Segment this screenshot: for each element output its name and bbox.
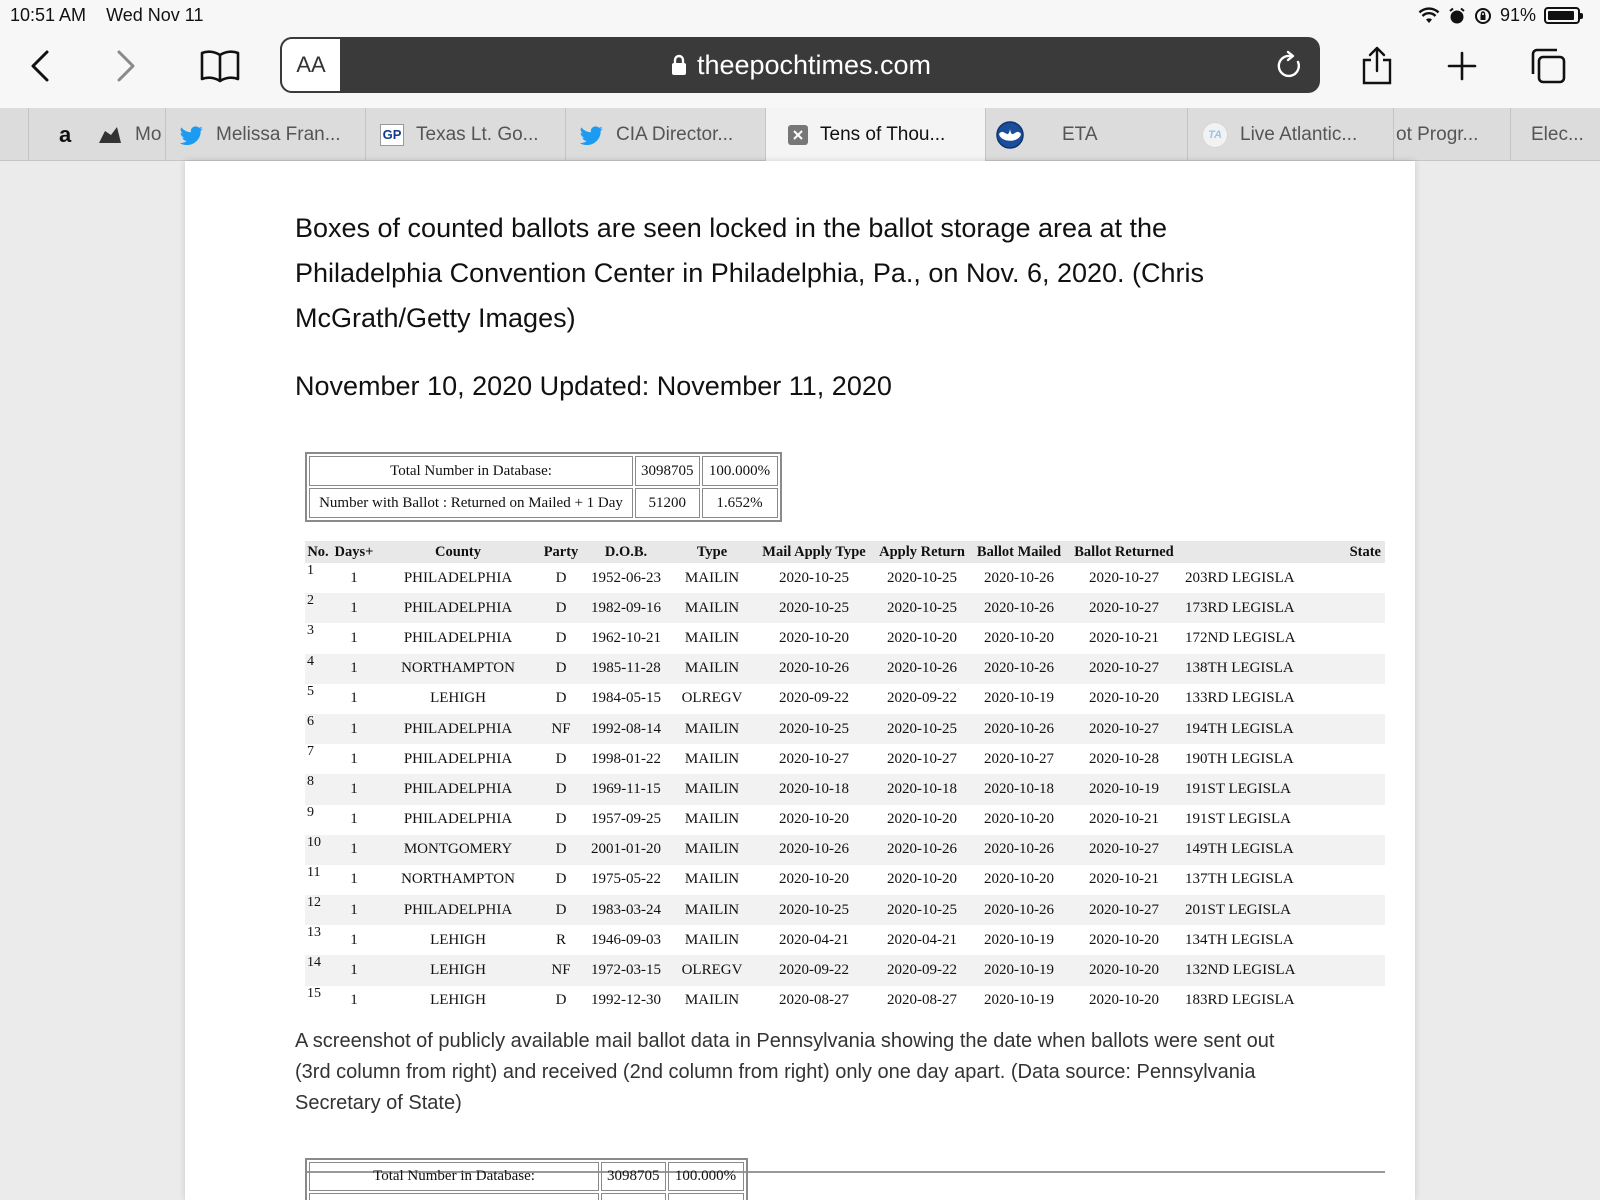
cell-ballot-returned: 2020-10-21 (1089, 629, 1159, 646)
cell-dob: 1946-09-03 (591, 931, 661, 948)
tab-label: Texas Lt. Go... (416, 123, 539, 145)
summary-row (309, 456, 778, 486)
cell-type: MAILIN (669, 835, 755, 865)
summary-count: 51200 (635, 488, 700, 518)
cell-days: 1 (350, 871, 358, 888)
summary-label: Total Number in Database: (309, 1162, 599, 1191)
photo-caption: Boxes of counted ballots are seen locked in the ballot storage area at the Philadelphia Convention Center in Philadelphia, Pa., on Nov. 6, 2020. (Chris McGrath/Getty Images) (295, 213, 1205, 333)
cell-county: PHILADELPHIA (377, 593, 539, 623)
battery-percent: 91% (1499, 5, 1536, 25)
cell-dob: 1957-09-25 (591, 811, 661, 828)
table-row (305, 623, 1385, 653)
cell-days: 1 (331, 714, 377, 744)
col-header-mail-apply-type: Mail Apply Type (755, 541, 873, 563)
cell-mail-apply-type: 2020-10-26 (755, 654, 873, 684)
summary-label: Total Number in Database: (309, 456, 633, 486)
col-header-type: Type (669, 541, 755, 563)
cell-apply-return: 2020-08-27 (887, 992, 957, 1009)
cell-state: 132ND LEGISLA (1181, 955, 1385, 985)
reader-options-button[interactable] (280, 37, 342, 93)
cell-mail-apply-type: 2020-10-25 (755, 895, 873, 925)
cell-no: 15 (307, 985, 321, 1001)
summary-row (309, 1193, 744, 1200)
cell-ballot-mailed: 2020-10-19 (984, 690, 1054, 707)
cell-apply-return: 2020-10-25 (887, 569, 957, 586)
tab-label: Tens of Thou... (820, 123, 946, 145)
cell-dob: 1982-09-16 (583, 593, 669, 623)
tab-bar (0, 108, 1600, 161)
summary-percent: 100.000% (668, 1162, 744, 1191)
cell-type: OLREGV (669, 955, 755, 985)
cell-dob: 1952-06-23 (591, 569, 661, 586)
table-row (305, 925, 1385, 955)
cell-party: D (539, 774, 583, 804)
tab-live-atlantic[interactable] (1187, 108, 1393, 161)
cell-state: 173RD LEGISLA (1181, 593, 1385, 623)
web-page (185, 161, 1415, 1200)
chevron-right-icon (115, 49, 137, 83)
cell-party: D (555, 569, 567, 586)
tab-cia[interactable] (565, 108, 765, 161)
cell-ballot-returned: 2020-10-20 (1089, 992, 1159, 1009)
cell-party: D (555, 690, 567, 707)
cell-state: 191ST LEGISLA (1185, 811, 1291, 828)
tab-elec[interactable] (1510, 108, 1600, 161)
status-time (10, 5, 203, 26)
summary-count: 3098705 (635, 456, 700, 486)
cell-type: MAILIN (669, 774, 755, 804)
cell-state: 194TH LEGISLA (1181, 714, 1385, 744)
table-row (305, 835, 1385, 865)
cell-apply-return: 2020-10-26 (873, 654, 971, 684)
cell-mail-apply-type: 2020-09-22 (755, 955, 873, 985)
cell-mail-apply-type: 2020-08-27 (779, 992, 849, 1009)
cell-county: MONTGOMERY (377, 835, 539, 865)
date-text: Wed Nov 11 (106, 5, 204, 25)
cell-days: 1 (350, 629, 358, 646)
cell-type: MAILIN (669, 654, 755, 684)
cell-ballot-returned: 2020-10-27 (1067, 714, 1181, 744)
table-row (305, 714, 1385, 744)
cell-ballot-mailed: 2020-10-20 (984, 871, 1054, 888)
summary-percent (668, 1193, 744, 1200)
cell-ballot-mailed: 2020-10-26 (971, 835, 1067, 865)
cell-apply-return: 2020-10-25 (873, 593, 971, 623)
cell-days: 1 (331, 955, 377, 985)
cell-no: 9 (307, 804, 314, 820)
cell-apply-return: 2020-10-20 (887, 871, 957, 888)
cell-state: 138TH LEGISLA (1181, 654, 1385, 684)
site-icon (97, 123, 123, 147)
cell-party: NF (539, 955, 583, 985)
browser-toolbar (0, 30, 1600, 108)
alarm-icon (1448, 7, 1466, 25)
cell-ballot-returned: 2020-10-20 (1089, 690, 1159, 707)
cell-no: 14 (305, 955, 331, 985)
cell-ballot-mailed: 2020-10-19 (984, 931, 1054, 948)
col-header-ballot-returned: Ballot Returned (1067, 541, 1181, 563)
summary-row (309, 1162, 744, 1191)
cell-days: 1 (350, 690, 358, 707)
cell-mail-apply-type: 2020-09-22 (779, 690, 849, 707)
cell-county: PHILADELPHIA (377, 714, 539, 744)
noaa-icon (996, 121, 1024, 149)
cell-ballot-returned: 2020-10-19 (1067, 774, 1181, 804)
forward-button[interactable] (104, 30, 148, 102)
book-icon (199, 49, 241, 83)
chevron-left-icon (29, 49, 51, 83)
table-row (305, 774, 1385, 804)
address-bar[interactable] (280, 37, 1320, 93)
cell-party: D (539, 835, 583, 865)
cell-days: 1 (331, 654, 377, 684)
wifi-icon (1418, 7, 1440, 25)
col-header-days: Days+ (331, 541, 377, 563)
cell-apply-return: 2020-10-27 (887, 750, 957, 767)
cell-mail-apply-type: 2020-10-27 (779, 750, 849, 767)
summary-count (601, 1193, 666, 1200)
cell-type: MAILIN (684, 931, 740, 948)
cell-county: PHILADELPHIA (403, 629, 513, 646)
share-button[interactable] (1355, 30, 1399, 102)
cell-county: LEHIGH (430, 931, 486, 948)
tab-label: CIA Director... (616, 123, 734, 145)
url-field[interactable] (342, 37, 1260, 93)
cell-type: MAILIN (669, 895, 755, 925)
cell-no: 2 (305, 593, 331, 623)
col-header-state: State (1181, 541, 1385, 563)
new-tab-button[interactable] (1440, 30, 1484, 102)
cell-state: 191ST LEGISLA (1181, 774, 1385, 804)
close-icon[interactable] (788, 125, 808, 145)
cell-no: 13 (307, 925, 321, 941)
cell-state: 134TH LEGISLA (1185, 931, 1294, 948)
cell-ballot-returned: 2020-10-27 (1067, 593, 1181, 623)
cell-mail-apply-type: 2020-04-21 (779, 931, 849, 948)
summary-count: 3098705 (601, 1162, 666, 1191)
cell-apply-return: 2020-10-25 (873, 714, 971, 744)
cell-dob: 1992-08-14 (583, 714, 669, 744)
tab-ot-progr[interactable] (1393, 108, 1510, 161)
cell-state: 137TH LEGISLA (1185, 871, 1294, 888)
tab-label: ETA (1062, 123, 1098, 145)
tab-amazon[interactable] (28, 108, 73, 161)
tab-label: Live Atlantic... (1240, 123, 1358, 145)
cell-mail-apply-type: 2020-10-20 (779, 629, 849, 646)
cell-ballot-mailed: 2020-10-26 (971, 895, 1067, 925)
cell-party: D (555, 811, 567, 828)
summary-row (309, 488, 778, 518)
figure-caption: A screenshot of publicly available mail ballot data in Pennsylvania showing the date when ballots were sent out (3rd column from right) and received (2nd column from right) only one day apart. (Data source: Pennsylvania Secretary of State) (295, 1030, 1275, 1114)
cell-party: R (555, 931, 566, 948)
cell-party: D (555, 750, 567, 767)
cell-state: 201ST LEGISLA (1181, 895, 1385, 925)
cell-apply-return: 2020-10-20 (887, 811, 957, 828)
cell-mail-apply-type: 2020-10-25 (755, 593, 873, 623)
tab-eta[interactable] (985, 108, 1187, 161)
cell-party: D (539, 895, 583, 925)
table-row (305, 654, 1385, 684)
summary-label (309, 1193, 599, 1200)
cell-county: PHILADELPHIA (403, 811, 513, 828)
cell-apply-return: 2020-09-22 (873, 955, 971, 985)
cell-county: LEHIGH (377, 955, 539, 985)
cell-mail-apply-type: 2020-10-20 (779, 871, 849, 888)
table-row (305, 563, 1385, 593)
cell-county: PHILADELPHIA (403, 569, 513, 586)
cell-county: LEHIGH (430, 690, 486, 707)
cell-ballot-returned: 2020-10-27 (1067, 654, 1181, 684)
cell-mail-apply-type: 2020-10-25 (779, 569, 849, 586)
summary-percent: 100.000% (702, 456, 778, 486)
time-text: 10:51 AM (10, 5, 87, 25)
cell-ballot-mailed: 2020-10-20 (984, 811, 1054, 828)
table-row (305, 593, 1385, 623)
table-row (305, 865, 1385, 895)
ballot-table (305, 541, 1385, 1016)
reload-icon (1276, 50, 1304, 80)
cell-apply-return: 2020-10-20 (887, 629, 957, 646)
cell-days: 1 (350, 931, 358, 948)
col-header-county: County (377, 541, 539, 563)
summary-table-2 (305, 1158, 748, 1200)
tab-label: Elec... (1531, 123, 1584, 145)
twitter-icon (580, 125, 604, 145)
cell-ballot-returned: 2020-10-27 (1089, 569, 1159, 586)
summary-percent: 1.652% (702, 488, 778, 518)
cell-ballot-mailed: 2020-10-19 (971, 955, 1067, 985)
cell-state: 149TH LEGISLA (1181, 835, 1385, 865)
cell-apply-return: 2020-04-21 (887, 931, 957, 948)
cell-county: PHILADELPHIA (377, 774, 539, 804)
status-indicators (1418, 5, 1580, 26)
cell-no: 11 (307, 864, 321, 880)
table-row (305, 895, 1385, 925)
cell-party: D (555, 871, 567, 888)
table-row (305, 684, 1385, 714)
cell-state: 183RD LEGISLA (1185, 992, 1295, 1009)
table-row (305, 805, 1385, 835)
rotation-lock-icon (1474, 7, 1492, 25)
url-text: theepochtimes.com (696, 49, 932, 80)
cell-party: D (555, 629, 567, 646)
twitter-icon (180, 125, 204, 145)
cell-dob: 1975-05-22 (591, 871, 661, 888)
article-dates: November 10, 2020 Updated: November 11, 2020 (295, 371, 892, 401)
summary-label: Number with Ballot : Returned on Mailed + 1 Day (309, 488, 633, 518)
cell-type: OLREGV (681, 690, 743, 707)
cell-ballot-returned: 2020-10-20 (1089, 931, 1159, 948)
plus-icon (1447, 51, 1477, 81)
table-row (305, 986, 1385, 1016)
cell-dob: 1969-11-15 (583, 774, 669, 804)
cell-apply-return: 2020-10-25 (873, 895, 971, 925)
cell-mail-apply-type: 2020-10-26 (755, 835, 873, 865)
summary-table (305, 452, 782, 522)
cell-ballot-mailed: 2020-10-26 (971, 654, 1067, 684)
cell-state: 133RD LEGISLA (1185, 690, 1295, 707)
bookmarks-button[interactable] (196, 30, 244, 102)
aa-label: AA (296, 52, 326, 77)
cell-type: MAILIN (684, 871, 740, 888)
cell-days: 1 (350, 811, 358, 828)
reload-button[interactable] (1270, 45, 1310, 85)
cell-no: 10 (305, 835, 331, 865)
cell-ballot-mailed: 2020-10-26 (984, 569, 1054, 586)
cell-dob: 1985-11-28 (583, 654, 669, 684)
tabs-icon (1529, 47, 1567, 85)
cell-type: MAILIN (684, 811, 740, 828)
cell-no: 7 (307, 744, 314, 760)
cell-days: 1 (350, 750, 358, 767)
cell-county: NORTHAMPTON (377, 654, 539, 684)
cell-no: 5 (307, 683, 314, 699)
tab-mo[interactable] (73, 108, 165, 161)
status-bar (0, 0, 1600, 30)
cell-days: 1 (331, 835, 377, 865)
cell-party: NF (539, 714, 583, 744)
cell-ballot-mailed: 2020-10-26 (971, 714, 1067, 744)
cell-state: 172ND LEGISLA (1185, 629, 1296, 646)
cell-days: 1 (350, 569, 358, 586)
gp-icon: GP (380, 124, 404, 146)
cell-no: 6 (305, 714, 331, 744)
cell-type: MAILIN (684, 629, 740, 646)
cell-no: 8 (305, 774, 331, 804)
cell-party: D (539, 654, 583, 684)
cell-dob: 1962-10-21 (591, 629, 661, 646)
cell-party: D (539, 593, 583, 623)
tab-label: Mo (135, 123, 162, 145)
cell-no: 12 (305, 895, 331, 925)
col-header-apply-return: Apply Return (873, 541, 971, 563)
tab-label: Melissa Fran... (216, 123, 341, 145)
cell-ballot-returned: 2020-10-27 (1067, 835, 1181, 865)
cell-ballot-mailed: 2020-10-27 (984, 750, 1054, 767)
cell-county: PHILADELPHIA (403, 750, 513, 767)
cell-ballot-returned: 2020-10-28 (1089, 750, 1159, 767)
cell-ballot-returned: 2020-10-20 (1067, 955, 1181, 985)
cell-no: 4 (305, 654, 331, 684)
ta-icon: TA (1202, 122, 1228, 148)
col-header-ballot-mailed: Ballot Mailed (971, 541, 1067, 563)
cell-party: D (555, 992, 567, 1009)
cell-days: 1 (350, 992, 358, 1009)
col-header-party: Party (539, 541, 583, 563)
cell-ballot-returned: 2020-10-21 (1089, 871, 1159, 888)
tab-tens-of-thou[interactable] (765, 108, 985, 161)
lock-icon (671, 54, 687, 76)
cell-type: MAILIN (669, 714, 755, 744)
cell-type: MAILIN (684, 569, 740, 586)
tabs-overview-button[interactable] (1526, 30, 1570, 102)
cell-ballot-mailed: 2020-10-20 (984, 629, 1054, 646)
cell-ballot-returned: 2020-10-21 (1089, 811, 1159, 828)
col-header-no: No. (305, 541, 331, 563)
cell-county: NORTHAMPTON (401, 871, 515, 888)
cell-dob: 1998-01-22 (591, 750, 661, 767)
tab-melissa[interactable] (165, 108, 365, 161)
cell-type: MAILIN (669, 593, 755, 623)
amazon-icon: a (59, 121, 72, 147)
cell-mail-apply-type: 2020-10-18 (755, 774, 873, 804)
col-header-dob: D.O.B. (583, 541, 669, 563)
cell-state: 190TH LEGISLA (1185, 750, 1294, 767)
tab-texas[interactable] (365, 108, 565, 161)
cell-mail-apply-type: 2020-10-25 (755, 714, 873, 744)
cell-ballot-mailed: 2020-10-18 (971, 774, 1067, 804)
cell-mail-apply-type: 2020-10-20 (779, 811, 849, 828)
table-row (305, 955, 1385, 985)
cell-days: 1 (331, 593, 377, 623)
cell-no: 1 (307, 563, 314, 578)
cell-dob: 1984-05-15 (591, 690, 661, 707)
cell-county: PHILADELPHIA (377, 895, 539, 925)
cell-apply-return: 2020-10-26 (873, 835, 971, 865)
table-row (305, 744, 1385, 774)
cell-ballot-returned: 2020-10-27 (1067, 895, 1181, 925)
cell-days: 1 (331, 895, 377, 925)
battery-icon (1544, 7, 1580, 24)
cell-dob: 2001-01-20 (583, 835, 669, 865)
tab-label: ot Progr... (1396, 123, 1479, 145)
cell-days: 1 (331, 774, 377, 804)
cell-dob: 1972-03-15 (583, 955, 669, 985)
cell-apply-return: 2020-10-18 (873, 774, 971, 804)
cell-type: MAILIN (684, 750, 740, 767)
cell-state: 203RD LEGISLA (1185, 569, 1295, 586)
cell-ballot-mailed: 2020-10-19 (984, 992, 1054, 1009)
cell-type: MAILIN (684, 992, 740, 1009)
cell-no: 3 (307, 623, 314, 639)
cell-dob: 1992-12-30 (591, 992, 661, 1009)
cell-apply-return: 2020-09-22 (887, 690, 957, 707)
cell-dob: 1983-03-24 (583, 895, 669, 925)
cell-ballot-mailed: 2020-10-26 (971, 593, 1067, 623)
cell-county: LEHIGH (430, 992, 486, 1009)
share-icon (1360, 46, 1394, 86)
table-header-row (305, 541, 1385, 563)
back-button[interactable] (18, 30, 62, 102)
